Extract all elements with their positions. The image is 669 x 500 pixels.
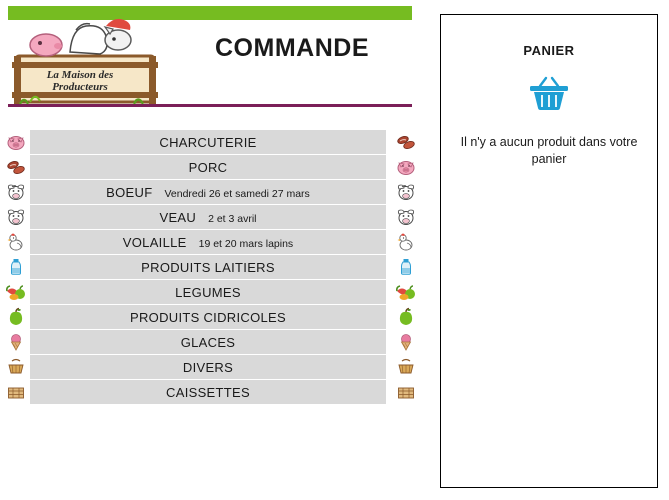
category-band[interactable]: [30, 155, 386, 179]
category-row-caissettes[interactable]: [0, 380, 420, 404]
category-row-produits-laitiers[interactable]: [0, 255, 420, 279]
category-label: CAISSETTES: [166, 384, 250, 400]
basket-icon: [392, 355, 420, 379]
category-band[interactable]: [30, 205, 386, 229]
chicken-icon: [2, 230, 30, 254]
category-band[interactable]: [30, 305, 386, 329]
crate-icon: [392, 380, 420, 404]
category-row-porc[interactable]: [0, 155, 420, 179]
ice-cream-cone-icon: [2, 330, 30, 354]
category-label: VEAU: [159, 209, 197, 225]
brand-logo[interactable]: [10, 12, 160, 112]
green-bar-right: [168, 6, 412, 20]
category-label: PRODUITS LAITIERS: [141, 259, 275, 275]
category-band[interactable]: [30, 255, 386, 279]
category-band[interactable]: [30, 330, 386, 354]
category-band[interactable]: [30, 280, 386, 304]
meat-cuts-icon: [392, 130, 420, 154]
category-row-boeuf[interactable]: [0, 180, 420, 204]
cart-empty-message: Il n'y a aucun produit dans votre panier: [460, 135, 638, 166]
milk-bottle-icon: [2, 255, 30, 279]
pig-head-icon: [2, 130, 30, 154]
crate-icon: [2, 380, 30, 404]
apple-icon: [392, 305, 420, 329]
logo-line-2: Producteurs: [52, 81, 108, 93]
category-label: PORC: [188, 159, 228, 175]
category-label: BOEUF: [106, 184, 153, 200]
vegetables-icon: [2, 280, 30, 304]
logo-line-1: La Maison des: [46, 69, 114, 81]
category-label: CHARCUTERIE: [159, 134, 257, 150]
calf-head-icon: [2, 205, 30, 229]
category-label: DIVERS: [182, 359, 234, 375]
cart-title: PANIER: [523, 43, 575, 58]
category-row-legumes[interactable]: [0, 280, 420, 304]
meat-cuts-icon: [2, 155, 30, 179]
shopping-basket-icon[interactable]: [526, 74, 572, 114]
category-band[interactable]: [30, 380, 386, 404]
category-band[interactable]: [30, 180, 386, 204]
category-band[interactable]: [30, 230, 386, 254]
category-label: LEGUMES: [175, 284, 241, 300]
ice-cream-cone-icon: [392, 330, 420, 354]
category-row-divers[interactable]: [0, 355, 420, 379]
category-note: 2 et 3 avril: [208, 212, 257, 225]
milk-bottle-icon: [392, 255, 420, 279]
category-band[interactable]: [30, 355, 386, 379]
cow-head-icon: [2, 180, 30, 204]
category-row-veau[interactable]: [0, 205, 420, 229]
cow-head-icon: [392, 180, 420, 204]
category-row-glaces[interactable]: [0, 330, 420, 354]
purple-divider: [8, 104, 412, 107]
apple-icon: [2, 305, 30, 329]
category-band[interactable]: [30, 130, 386, 154]
calf-head-icon: [392, 205, 420, 229]
basket-icon: [2, 355, 30, 379]
category-row-charcuterie[interactable]: [0, 130, 420, 154]
chicken-icon: [392, 230, 420, 254]
category-label: GLACES: [180, 334, 236, 350]
category-note: 19 et 20 mars lapins: [198, 237, 294, 250]
category-list: [0, 130, 420, 405]
cart-panel: [440, 14, 658, 488]
category-row-produits-cidricoles[interactable]: [0, 305, 420, 329]
category-row-volaille[interactable]: [0, 230, 420, 254]
vegetables-icon: [392, 280, 420, 304]
page-title: COMMANDE: [215, 34, 369, 62]
category-label: VOLAILLE: [122, 234, 187, 250]
category-note: Vendredi 26 et samedi 27 mars: [164, 187, 310, 200]
pig-head-icon: [392, 155, 420, 179]
category-label: PRODUITS CIDRICOLES: [130, 309, 286, 325]
